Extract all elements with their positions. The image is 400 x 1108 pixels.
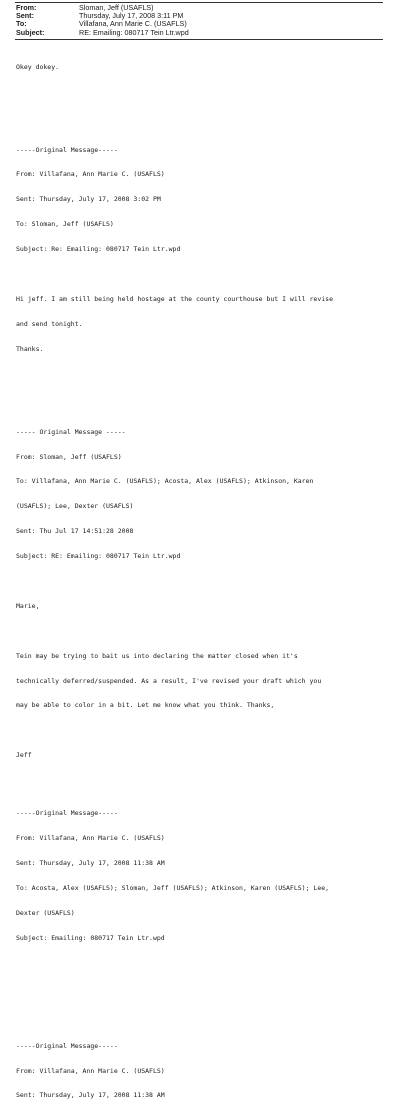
msg3-subject: Subject: Emailing: 080717 Tein Ltr.wpd [16,933,165,942]
subject-value: RE: Emailing: 080717 Tein Ltr.wpd [79,27,189,37]
msg2-separator: ----- Original Message ----- [16,427,126,436]
sent-value: Thursday, July 17, 2008 3:11 PM [79,11,184,21]
from-value: Sloman, Jeff (USAFLS) [79,3,154,12]
msg2-paragraph-line: Tein may be trying to bait us into declaring the matter closed when it's [16,651,298,660]
msg1-to: To: Sloman, Jeff (USAFLS) [16,220,114,229]
msg3-to-cont: Dexter (USAFLS) [16,908,75,917]
email-body [16,46,388,1108]
header-subject-row [16,29,386,37]
header-to-row [16,20,386,28]
header-from-row [16,4,386,12]
header-sent-row [16,12,386,20]
msg2-subject: Subject: RE: Emailing: 080717 Tein Ltr.wpd [16,552,181,561]
msg2-from: From: Sloman, Jeff (USAFLS) [16,452,122,461]
msg2-to-cont: (USAFLS); Lee, Dexter (USAFLS) [16,502,134,511]
msg1-sent: Sent: Thursday, July 17, 2008 3:02 PM [16,195,161,204]
from-label: From: [16,3,37,12]
msg1-text-line: Hi jeff. I am still being held hostage at the county courthouse but I will revise [16,294,333,303]
msg2-sent: Sent: Thu Jul 17 14:51:28 2008 [16,527,134,536]
msg2-signature: Jeff [16,751,32,760]
msg4-separator: -----Original Message----- [16,1041,118,1050]
msg4-from: From: Villafana, Ann Marie C. (USAFLS) [16,1066,165,1075]
msg2-paragraph-line: may be able to color in a bit. Let me know what you think. Thanks, [16,701,275,710]
msg3-sent: Sent: Thursday, July 17, 2008 11:38 AM [16,859,165,868]
msg1-text-line: Thanks. [16,344,44,353]
msg4-sent: Sent: Thursday, July 17, 2008 11:38 AM [16,1091,165,1100]
subject-label: Subject: [16,27,45,37]
reply-text: Okey dokey. [16,62,60,71]
msg2-greeting: Marie, [16,601,40,610]
header-top-rule [15,2,383,3]
msg2-to: To: Villafana, Ann Marie C. (USAFLS); Acosta, Alex (USAFLS); Atkinson, Karen [16,477,314,486]
to-value: Villafana, Ann Marie C. (USAFLS) [79,19,187,29]
email-header [16,4,386,37]
header-bottom-rule [15,39,383,40]
msg1-separator: -----Original Message----- [16,145,118,154]
sent-label: Sent: [16,11,34,21]
to-label: To: [16,19,27,29]
msg2-paragraph-line: technically deferred/suspended. As a result, I've revised your draft which you [16,676,322,685]
msg1-from: From: Villafana, Ann Marie C. (USAFLS) [16,170,165,179]
msg3-separator: -----Original Message----- [16,809,118,818]
msg1-text-line: and send tonight. [16,319,83,328]
msg3-from: From: Villafana, Ann Marie C. (USAFLS) [16,834,165,843]
msg3-to: To: Acosta, Alex (USAFLS); Sloman, Jeff (USAFLS); Atkinson, Karen (USAFLS); Lee, [16,883,330,892]
msg1-subject: Subject: Re: Emailing: 080717 Tein Ltr.wpd [16,245,181,254]
